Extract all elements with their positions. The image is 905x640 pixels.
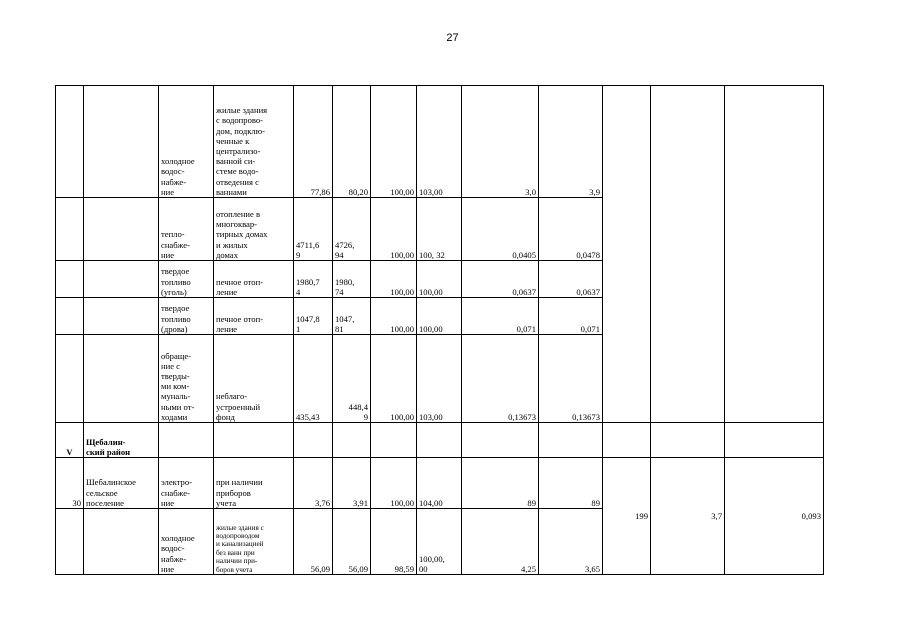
- value-cell: 435,43: [294, 335, 333, 423]
- value-cell: 98,59: [371, 509, 417, 575]
- empty-cell: [603, 423, 651, 458]
- value-cell: 100,00: [417, 298, 462, 335]
- extra-cell: [603, 86, 651, 423]
- empty-cell: [371, 423, 417, 458]
- value-cell: 100,00: [371, 198, 417, 261]
- value-cell: 0,071: [462, 298, 539, 335]
- value-cell: 0,0637: [462, 261, 539, 298]
- value-cell: 3,76: [294, 458, 333, 509]
- value-cell: 448,4 9: [333, 335, 371, 423]
- value-cell: 0,0478: [539, 198, 603, 261]
- page-number: 27: [446, 32, 459, 44]
- value-cell: 0,0405: [462, 198, 539, 261]
- empty-cell: [159, 423, 214, 458]
- row-number-cell: [56, 335, 84, 423]
- value-cell: 100,00: [371, 86, 417, 198]
- settlement-cell: [84, 335, 159, 423]
- value-cell: 0,13673: [539, 335, 603, 423]
- tariff-table: [55, 85, 824, 575]
- entry-number: 30: [56, 458, 84, 509]
- object-cell: при наличии приборов учета: [214, 458, 294, 509]
- service-cell: электро- снабже- ние: [159, 458, 214, 509]
- value-cell: 77,86: [294, 86, 333, 198]
- value-cell: 4726, 94: [333, 198, 371, 261]
- value-cell: 100,00: [371, 261, 417, 298]
- value-cell: 4711,6 9: [294, 198, 333, 261]
- extra-value: 199: [603, 458, 651, 575]
- service-cell: обраще- ние с тверды- ми ком- муналь- ными от- ходами: [159, 335, 214, 423]
- empty-cell: [294, 423, 333, 458]
- settlement-cell: [84, 298, 159, 335]
- value-cell: 0,0637: [539, 261, 603, 298]
- row-number-cell: [56, 198, 84, 261]
- value-cell: 1047,8 1: [294, 298, 333, 335]
- table-row: [56, 86, 824, 198]
- section-title: Щебалин- ский район: [84, 423, 159, 458]
- empty-cell: [214, 423, 294, 458]
- empty-cell: [725, 423, 824, 458]
- object-cell: жилые здания с водопрово- дом, подклю- ченные к централизо- ванной си- стеме водо- отведения с ваннами: [214, 86, 294, 198]
- value-cell: 3,9: [539, 86, 603, 198]
- empty-cell: [651, 423, 725, 458]
- settlement-cell: [84, 261, 159, 298]
- extra-cell: [651, 86, 725, 423]
- object-cell: отопление в многоквар- тирных домах и жилых домах: [214, 198, 294, 261]
- empty-cell: [333, 423, 371, 458]
- value-cell: 80,20: [333, 86, 371, 198]
- value-cell: 1980,7 4: [294, 261, 333, 298]
- service-cell: холодное водос- набже- ние: [159, 509, 214, 575]
- object-cell: печное отоп- ление: [214, 261, 294, 298]
- value-cell: 0,13673: [462, 335, 539, 423]
- service-cell: холодное водос- набже- ние: [159, 86, 214, 198]
- value-cell: 3,91: [333, 458, 371, 509]
- service-cell: твердое топливо (уголь): [159, 261, 214, 298]
- value-cell: 3,65: [539, 509, 603, 575]
- empty-cell: [539, 423, 603, 458]
- object-cell: жилые здания с водопроводом и канализацией без ванн при наличии при- боров учета: [214, 509, 294, 575]
- empty-cell: [417, 423, 462, 458]
- row-number-cell: [56, 298, 84, 335]
- value-cell: 100,00: [371, 298, 417, 335]
- section-numeral: V: [56, 423, 84, 458]
- value-cell: 100, 32: [417, 198, 462, 261]
- value-cell: 103,00: [417, 335, 462, 423]
- section-row: [56, 423, 824, 458]
- value-cell: 103,00: [417, 86, 462, 198]
- table-row: [56, 458, 824, 509]
- settlement-cell: [84, 198, 159, 261]
- settlement-cell: [84, 86, 159, 198]
- value-cell: 100,00: [371, 335, 417, 423]
- row-number-cell: [56, 261, 84, 298]
- empty-cell: [462, 423, 539, 458]
- value-cell: 4,25: [462, 509, 539, 575]
- value-cell: 89: [462, 458, 539, 509]
- service-cell: твердое топливо (дрова): [159, 298, 214, 335]
- object-cell: неблаго- устроенный фонд: [214, 335, 294, 423]
- value-cell: 1980, 74: [333, 261, 371, 298]
- row-number-cell: [56, 86, 84, 198]
- row-number-cell: [56, 509, 84, 575]
- value-cell: 56,09: [294, 509, 333, 575]
- value-cell: 89: [539, 458, 603, 509]
- settlement-name: Шебалинское сельское поселение: [84, 458, 159, 509]
- value-cell: 100,00: [371, 458, 417, 509]
- value-cell: 3,0: [462, 86, 539, 198]
- service-cell: тепло- снабже- ние: [159, 198, 214, 261]
- extra-value: 0,093: [725, 458, 824, 575]
- extra-cell: [725, 86, 824, 423]
- settlement-cell: [84, 509, 159, 575]
- value-cell: 0,071: [539, 298, 603, 335]
- value-cell: 100,00: [417, 261, 462, 298]
- value-cell: 100,00, 00: [417, 509, 462, 575]
- object-cell: печное отоп- ление: [214, 298, 294, 335]
- value-cell: 104,00: [417, 458, 462, 509]
- value-cell: 1047, 81: [333, 298, 371, 335]
- value-cell: 56,09: [333, 509, 371, 575]
- extra-value: 3,7: [651, 458, 725, 575]
